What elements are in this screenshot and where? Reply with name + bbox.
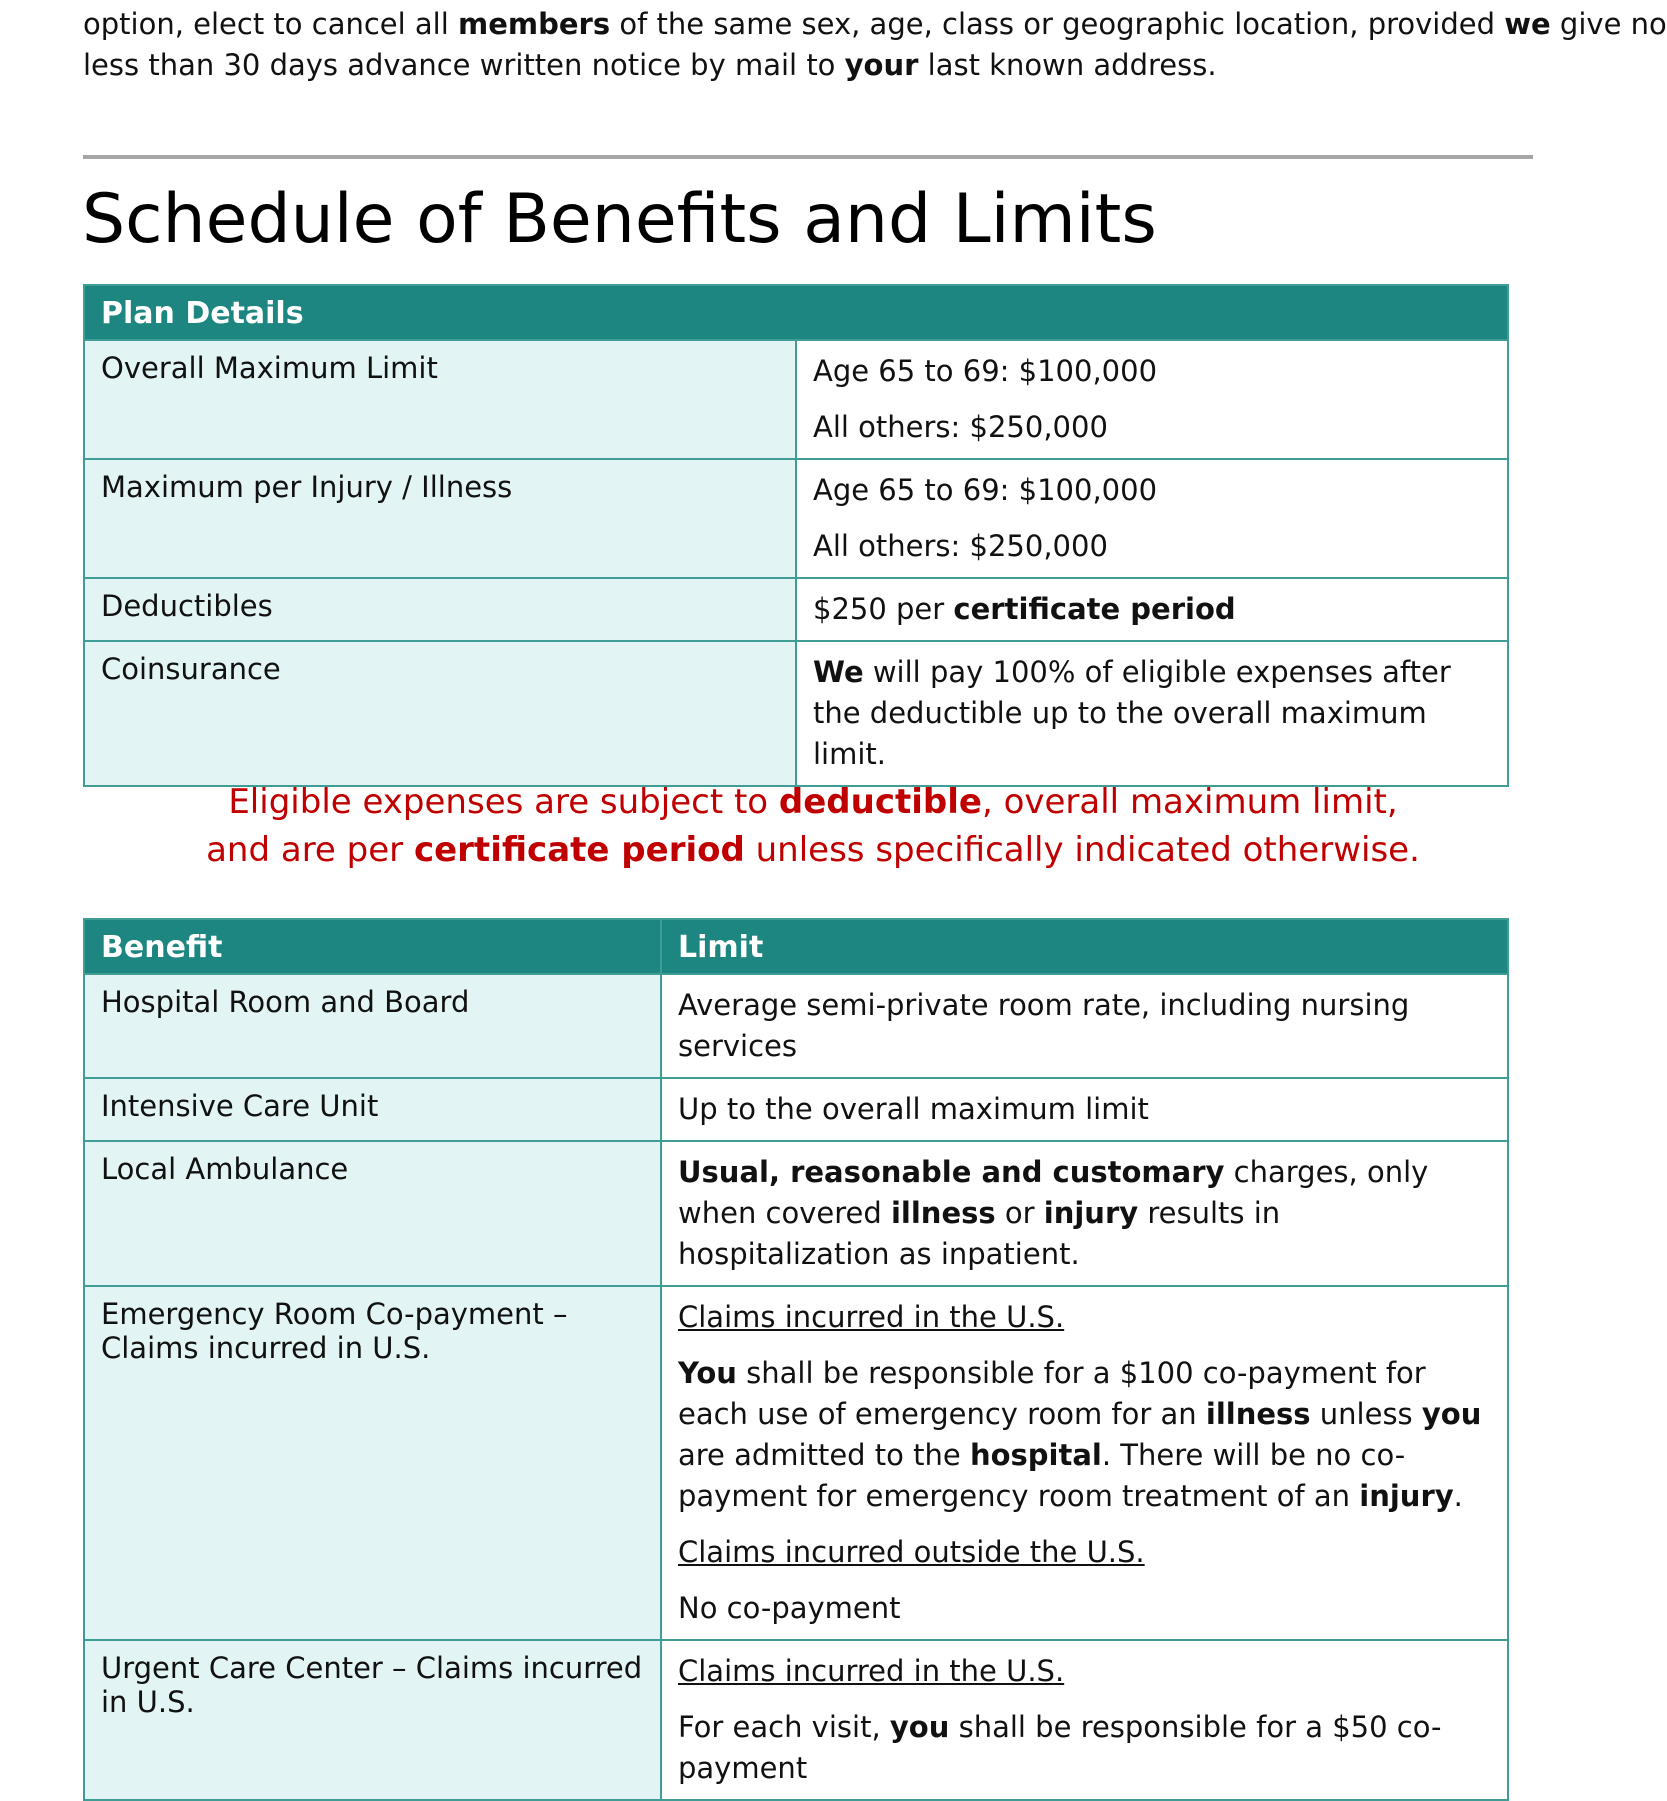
notice-line-2 xyxy=(83,826,1543,874)
bold-term: you xyxy=(1421,1397,1482,1431)
bold-term: Usual, reasonable and customary xyxy=(678,1155,1225,1189)
benefit-rows xyxy=(84,974,1508,1800)
plan-label: Coinsurance xyxy=(84,641,796,786)
text-run: Up to the overall maximum limit xyxy=(678,1092,1149,1126)
bold-term: illness xyxy=(1205,1397,1311,1431)
table-row xyxy=(84,459,1508,578)
bold-term: injury xyxy=(1359,1479,1454,1513)
text-run: . xyxy=(1453,1479,1463,1513)
text-run: Claims incurred in the U.S. xyxy=(678,1300,1065,1334)
text-run: , overall maximum limit, xyxy=(981,782,1398,822)
benefit-limit xyxy=(661,974,1508,1078)
limit-text xyxy=(678,985,1491,1067)
benefit-label: Intensive Care Unit xyxy=(84,1078,661,1141)
plan-label: Maximum per Injury / Illness xyxy=(84,459,796,578)
text-run: All others: $250,000 xyxy=(813,410,1108,444)
text-run: Claims incurred in the U.S. xyxy=(678,1654,1065,1688)
bold-term: injury xyxy=(1043,1196,1139,1230)
limit-text xyxy=(678,1152,1491,1275)
text-run: will pay 100% of eligible expenses after the deductible up to the overall maximum limit. xyxy=(813,655,1451,771)
text-run: results in hospitalization as inpatient. xyxy=(678,1196,1281,1271)
limit-column-header: Limit xyxy=(661,919,1508,974)
text-run: shall be responsible for a $50 co-payment xyxy=(678,1710,1442,1785)
bold-term: You xyxy=(678,1356,737,1390)
text-run: less than 30 days advance written notice by mail to xyxy=(83,48,845,82)
plan-value-line xyxy=(813,470,1491,511)
limit-text xyxy=(678,1707,1491,1789)
benefit-label: Local Ambulance xyxy=(84,1141,661,1286)
plan-value-line xyxy=(813,407,1491,448)
bold-term: you xyxy=(889,1710,950,1744)
text-run: last known address. xyxy=(918,48,1217,82)
text-run: give no xyxy=(1550,7,1667,41)
table-row xyxy=(84,974,1508,1078)
table-row xyxy=(84,340,1508,459)
benefit-label: Hospital Room and Board xyxy=(84,974,661,1078)
text-run: are admitted to the xyxy=(678,1438,970,1472)
plan-value xyxy=(796,641,1508,786)
text-run: Age 65 to 69: $100,000 xyxy=(813,473,1158,507)
plan-value xyxy=(796,459,1508,578)
page-title: Schedule of Benefits and Limits xyxy=(82,180,1157,259)
eligible-expenses-notice xyxy=(83,778,1543,874)
plan-value-line xyxy=(813,589,1491,630)
bold-term: hospital xyxy=(969,1438,1102,1472)
plan-label: Deductibles xyxy=(84,578,796,641)
table-row xyxy=(84,1640,1508,1800)
intro-line-2 xyxy=(83,45,1543,86)
plan-details-header-row xyxy=(84,285,1508,340)
text-run: unless specifically indicated otherwise. xyxy=(744,830,1420,870)
plan-details-table xyxy=(83,284,1509,787)
plan-label: Overall Maximum Limit xyxy=(84,340,796,459)
text-run: unless xyxy=(1310,1397,1422,1431)
text-run: and are per xyxy=(206,830,414,870)
table-row xyxy=(84,1286,1508,1640)
plan-value-line xyxy=(813,526,1491,567)
plan-value-line xyxy=(813,351,1491,392)
benefit-limit xyxy=(661,1141,1508,1286)
bold-term: deductible xyxy=(778,782,982,822)
benefit-limit xyxy=(661,1286,1508,1640)
benefit-label: Emergency Room Co-payment – Claims incurred in U.S. xyxy=(84,1286,661,1640)
text-run: For each visit, xyxy=(678,1710,890,1744)
text-run: or xyxy=(995,1196,1044,1230)
plan-value xyxy=(796,340,1508,459)
text-run: Age 65 to 69: $100,000 xyxy=(813,354,1158,388)
bold-term: We xyxy=(813,655,864,689)
text-run: option, elect to cancel all xyxy=(83,7,459,41)
text-run: $250 per xyxy=(813,592,954,626)
limit-text xyxy=(678,1089,1491,1130)
text-run: Eligible expenses are subject to xyxy=(228,782,779,822)
bold-term: certificate period xyxy=(953,592,1236,626)
section-divider xyxy=(83,155,1533,159)
benefit-column-header: Benefit xyxy=(84,919,661,974)
limit-text xyxy=(678,1353,1491,1517)
bold-term: members xyxy=(458,7,611,41)
text-run: Claims incurred outside the U.S. xyxy=(678,1535,1145,1569)
benefit-header-row xyxy=(84,919,1508,974)
region-subheading xyxy=(678,1297,1491,1338)
benefit-limit xyxy=(661,1640,1508,1800)
table-row xyxy=(84,641,1508,786)
table-row xyxy=(84,1141,1508,1286)
text-run: shall be responsible for a $100 co-payment for each use of emergency room for an xyxy=(678,1356,1426,1431)
text-run: charges, only when covered xyxy=(678,1155,1429,1230)
text-run: All others: $250,000 xyxy=(813,529,1108,563)
table-row xyxy=(84,578,1508,641)
region-subheading xyxy=(678,1651,1491,1692)
text-run: Average semi-private room rate, including nursing services xyxy=(678,988,1410,1063)
text-run: . There will be no co-payment for emergency room treatment of an xyxy=(678,1438,1406,1513)
region-subheading xyxy=(678,1532,1491,1573)
plan-value-line xyxy=(813,652,1491,775)
plan-value xyxy=(796,578,1508,641)
benefit-limit xyxy=(661,1078,1508,1141)
bold-term: your xyxy=(844,48,919,82)
limit-text xyxy=(678,1588,1491,1629)
text-run: of the same sex, age, class or geographic location, provided xyxy=(610,7,1505,41)
bold-term: we xyxy=(1504,7,1551,41)
plan-details-header: Plan Details xyxy=(84,285,1508,340)
benefit-label: Urgent Care Center – Claims incurred in U.S. xyxy=(84,1640,661,1800)
intro-paragraph xyxy=(83,4,1667,86)
intro-line-1 xyxy=(83,4,1667,45)
notice-line-1 xyxy=(83,778,1543,826)
benefit-limit-table xyxy=(83,918,1509,1801)
bold-term: illness xyxy=(890,1196,996,1230)
table-row xyxy=(84,1078,1508,1141)
bold-term: certificate period xyxy=(413,830,745,870)
text-run: No co-payment xyxy=(678,1591,901,1625)
